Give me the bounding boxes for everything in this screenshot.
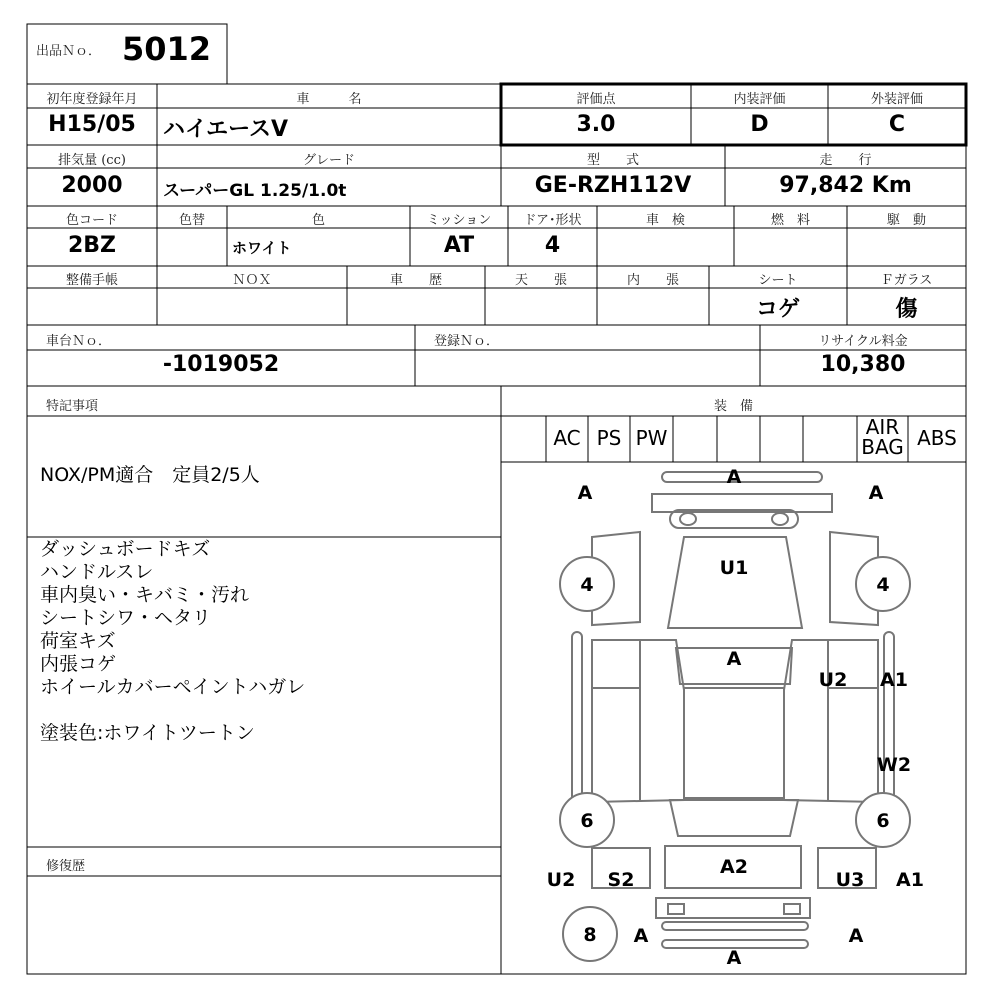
fuel-label: 燃 料 (770, 213, 810, 228)
inspection-label: 車 検 (645, 213, 685, 228)
tire-front-right-value: 4 (876, 574, 890, 596)
mark-front-right-corner: A (868, 482, 884, 504)
grade-label: グレード (302, 153, 355, 168)
exterior-grade: C (888, 112, 906, 137)
model-label: 型 式 (586, 153, 639, 168)
special-notes-label: 特記事項 (46, 399, 99, 414)
doors-label: ドア･形状 (523, 213, 582, 228)
mark-rear-panel: A2 (720, 856, 748, 878)
condition-note-line: 内張コゲ (40, 653, 117, 675)
color-name: ホワイト (232, 239, 292, 257)
color-code: 2BZ (67, 233, 117, 258)
mark-right-body-u2: U2 (818, 669, 848, 691)
condition-note-line: ホイールカバーペイントハガレ (40, 676, 306, 698)
mark-rear-bumper: A (726, 947, 742, 969)
nox-label: ＮＯＸ (232, 273, 272, 288)
mark-rear-right-u3: U3 (835, 869, 865, 891)
condition-note-line: 荷室キズ (40, 630, 116, 652)
chassis-number: -1019052 (162, 352, 280, 377)
color-code-label: 色コード (65, 213, 118, 228)
first-registration: H15/05 (48, 112, 136, 137)
lot-number: 5012 (122, 30, 212, 68)
interior-grade: D (750, 112, 769, 137)
tire-front-left-value: 4 (580, 574, 594, 596)
score-label: 評価点 (576, 92, 616, 107)
maintenance-label: 整備手帳 (65, 273, 118, 288)
recycle-fee: 10,380 (820, 352, 906, 377)
drive-label: 駆 動 (886, 213, 926, 228)
condition-note-line: 塗装色:ホワイトツートン (40, 722, 255, 744)
car-name: ハイエースV (163, 117, 289, 142)
first-registration-label: 初年度登録年月 (46, 92, 138, 107)
equipment-item: AC (553, 426, 581, 450)
windshield-shape (668, 537, 802, 628)
glass-condition: 傷 (895, 297, 918, 322)
score: 3.0 (576, 112, 616, 137)
equipment-label: 装 備 (713, 399, 753, 414)
seat-label: シート (758, 273, 798, 288)
mark-rear-left-corner: A (633, 925, 649, 947)
mark-rear-left-s2: S2 (607, 869, 635, 891)
mark-rear-left-u2: U2 (546, 869, 576, 891)
condition-note-line: ダッシュボードキズ (40, 538, 211, 560)
mark-windshield: U1 (719, 557, 749, 579)
mark-right-body-w2: W2 (876, 754, 912, 776)
mark-right-body-a1: A1 (880, 669, 908, 691)
mark-front-left-corner: A (577, 482, 593, 504)
equipment-item: PW (635, 426, 668, 450)
tire-spare-value: 8 (583, 924, 597, 946)
color-label: 色 (311, 213, 325, 228)
repaint-label: 色替 (178, 213, 205, 228)
doors: 4 (544, 233, 561, 258)
mark-front-bumper: A (726, 466, 742, 488)
mark-rear-right-corner: A (848, 925, 864, 947)
car-name-label: 車 名 (296, 92, 362, 107)
mark-rear-right-a1: A1 (896, 869, 924, 891)
mileage: 97,842 Km (779, 173, 912, 198)
lining-label: 内 張 (626, 273, 679, 288)
mission-label: ミッション (426, 213, 492, 228)
registration-number-label: 登録Ｎｏ． (434, 334, 500, 349)
chassis-label: 車台Ｎｏ． (46, 334, 112, 349)
exterior-label: 外装評価 (870, 92, 923, 107)
grade: スーパーGL 1.25/1.0t (163, 181, 347, 201)
roof-label: 天 張 (514, 273, 567, 288)
lot-number-label: 出品Ｎｏ． (36, 44, 102, 59)
nox-compliance-note: NOX/PM適合 定員2/5人 (40, 464, 260, 486)
repair-history-label: 修復歴 (46, 859, 86, 874)
seat-condition: コゲ (755, 297, 800, 322)
interior-label: 内装評価 (733, 92, 786, 107)
tire-rear-right-value: 6 (876, 810, 890, 832)
mileage-label: 走 行 (819, 153, 872, 168)
condition-note-line: 車内臭い・キバミ・汚れ (40, 584, 250, 606)
displacement: 2000 (61, 173, 123, 198)
condition-note-line: シートシワ・ヘタリ (40, 607, 212, 629)
displacement-label: 排気量 (cc) (58, 153, 126, 168)
mark-roof: A (726, 648, 742, 670)
mission: AT (443, 233, 475, 258)
equipment-item: ABS (917, 426, 957, 450)
glass-label: Ｆガラス (880, 273, 933, 288)
tire-rear-left-value: 6 (580, 810, 594, 832)
history-label: 車 歴 (389, 273, 442, 288)
recycle-fee-label: リサイクル料金 (818, 334, 908, 349)
model-code: GE-RZH112V (534, 173, 692, 198)
equipment-item: PS (596, 426, 622, 450)
equipment-item: AIR BAG (861, 415, 904, 459)
condition-note-line: ハンドルスレ (40, 561, 154, 583)
